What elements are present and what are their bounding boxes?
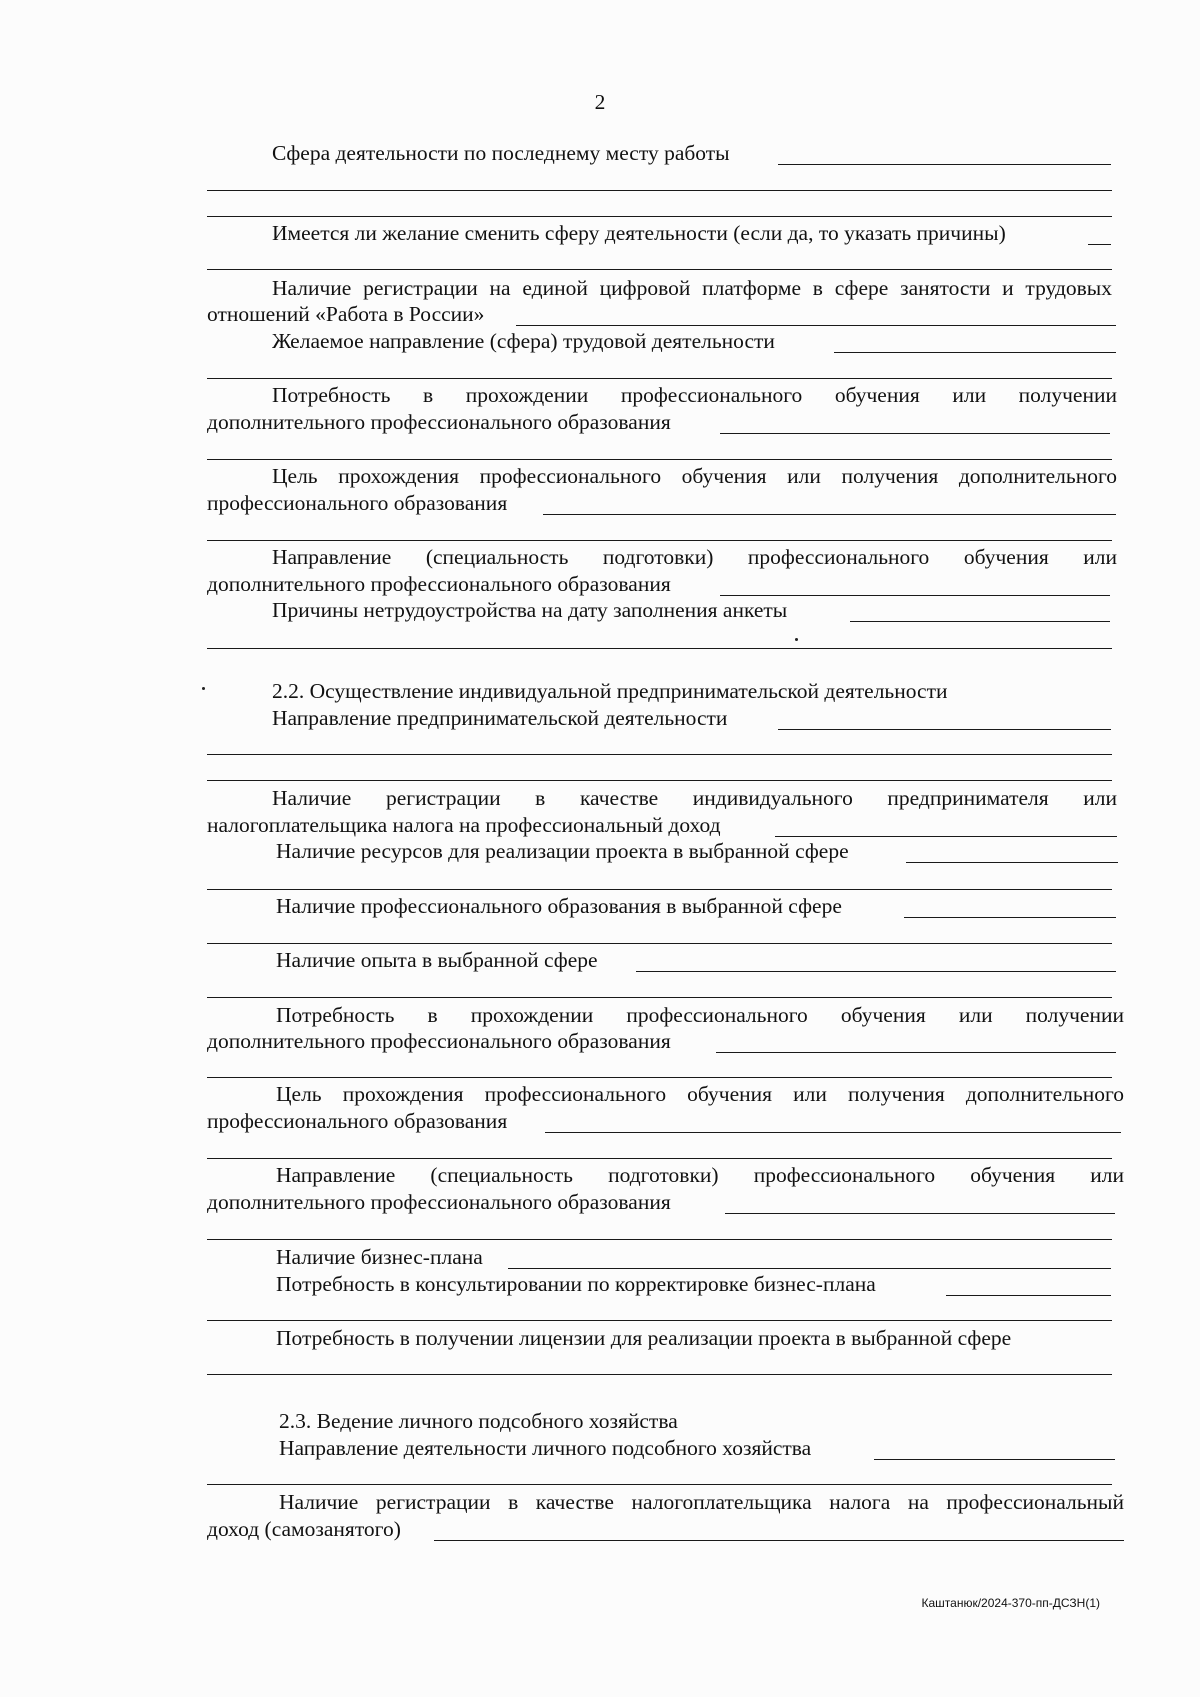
business-training-goal-label-line-2: профессионального образования bbox=[207, 1109, 508, 1133]
business-training-goal-label-line-1: Цель прохождения профессионального обучения или получения дополнительного bbox=[276, 1082, 1124, 1106]
resources-field[interactable] bbox=[906, 840, 1118, 863]
business-training-direction-field[interactable] bbox=[725, 1191, 1115, 1214]
training-direction-label-line-2: дополнительного профессионального образования bbox=[207, 572, 671, 596]
business-plan-field[interactable] bbox=[508, 1246, 1111, 1269]
registration-field[interactable] bbox=[516, 303, 1116, 326]
self-employed-label-line-1: Наличие регистрации в качестве налогоплательщика налога на профессиональный bbox=[279, 1490, 1124, 1514]
prof-education-field[interactable] bbox=[904, 895, 1116, 918]
self-employed-field[interactable] bbox=[434, 1518, 1124, 1541]
training-need-field[interactable] bbox=[720, 411, 1110, 434]
prof-education-field-line-2[interactable] bbox=[207, 943, 1112, 944]
scan-speck bbox=[202, 687, 205, 690]
business-training-direction-field-line-2[interactable] bbox=[207, 1239, 1112, 1240]
business-training-need-field-line-2[interactable] bbox=[207, 1077, 1112, 1078]
last-job-sphere-field-line-3[interactable] bbox=[207, 216, 1112, 217]
resources-label: Наличие ресурсов для реализации проекта в выбранной сфере bbox=[276, 839, 849, 863]
training-need-label-line-2: дополнительного профессионального образования bbox=[207, 410, 671, 434]
unemployment-reasons-label: Причины нетрудоустройства на дату заполнения анкеты bbox=[272, 598, 788, 622]
license-need-label: Потребность в получении лицензии для реализации проекта в выбранной сфере bbox=[276, 1326, 1012, 1350]
experience-field-line-2[interactable] bbox=[207, 997, 1112, 998]
desired-direction-field-line-2[interactable] bbox=[207, 378, 1112, 379]
section-2-3-heading: 2.3. Ведение личного подсобного хозяйства bbox=[279, 1409, 678, 1433]
training-need-field-line-2[interactable] bbox=[207, 459, 1112, 460]
ip-registration-label-line-1: Наличие регистрации в качестве индивидуального предпринимателя или bbox=[272, 786, 1117, 810]
business-training-need-label-line-1: Потребность в прохождении профессионального обучения или получении bbox=[276, 1003, 1124, 1027]
training-goal-label-line-1: Цель прохождения профессионального обучения или получения дополнительного bbox=[272, 464, 1117, 488]
business-training-goal-field[interactable] bbox=[545, 1110, 1121, 1133]
training-goal-field-line-2[interactable] bbox=[207, 540, 1112, 541]
self-employed-label-line-2: доход (самозанятого) bbox=[207, 1517, 401, 1541]
change-sphere-label: Имеется ли желание сменить сферу деятельности (если да, то указать причины) bbox=[272, 221, 1006, 245]
desired-direction-field[interactable] bbox=[834, 330, 1116, 353]
business-direction-field[interactable] bbox=[778, 707, 1111, 730]
section-2-2-heading: 2.2. Осуществление индивидуальной предпринимательской деятельности bbox=[272, 679, 948, 703]
business-plan-label: Наличие бизнес-плана bbox=[276, 1245, 483, 1269]
document-code-footer: Каштанюк/2024-370-пп-ДСЗН(1) bbox=[921, 1596, 1100, 1610]
registration-label-line-2: отношений «Работа в России» bbox=[207, 302, 485, 326]
business-direction-field-line-2[interactable] bbox=[207, 754, 1112, 755]
experience-label: Наличие опыта в выбранной сфере bbox=[276, 948, 598, 972]
unemployment-reasons-field[interactable] bbox=[850, 599, 1110, 622]
business-direction-label: Направление предпринимательской деятельности bbox=[272, 706, 728, 730]
business-training-need-label-line-2: дополнительного профессионального образования bbox=[207, 1029, 671, 1053]
resources-field-line-2[interactable] bbox=[207, 889, 1112, 890]
unemployment-reasons-field-line-2[interactable] bbox=[207, 648, 1112, 649]
business-direction-field-line-3[interactable] bbox=[207, 780, 1112, 781]
ip-registration-label-line-2: налогоплательщика налога на профессиональный доход bbox=[207, 813, 721, 837]
farm-direction-field-line-2[interactable] bbox=[207, 1484, 1112, 1485]
experience-field[interactable] bbox=[636, 949, 1116, 972]
business-training-direction-label-line-2: дополнительного профессионального образования bbox=[207, 1190, 671, 1214]
training-direction-label-line-1: Направление (специальность подготовки) профессионального обучения или bbox=[272, 545, 1117, 569]
page-number: 2 bbox=[594, 90, 606, 114]
scan-speck bbox=[795, 638, 798, 641]
change-sphere-field-line-2[interactable] bbox=[207, 269, 1112, 270]
farm-direction-field[interactable] bbox=[874, 1437, 1115, 1460]
business-plan-consulting-field[interactable] bbox=[946, 1273, 1111, 1296]
last-job-sphere-field-line-2[interactable] bbox=[207, 190, 1112, 191]
training-direction-field[interactable] bbox=[720, 573, 1110, 596]
business-plan-consulting-field-line-2[interactable] bbox=[207, 1320, 1112, 1321]
training-goal-label-line-2: профессионального образования bbox=[207, 491, 508, 515]
business-training-direction-label-line-1: Направление (специальность подготовки) профессионального обучения или bbox=[276, 1163, 1124, 1187]
last-job-sphere-field[interactable] bbox=[778, 142, 1111, 165]
registration-label-line-1: Наличие регистрации на единой цифровой платформе в сфере занятости и трудовых bbox=[272, 276, 1112, 300]
training-need-label-line-1: Потребность в прохождении профессионального обучения или получении bbox=[272, 383, 1117, 407]
business-plan-consulting-label: Потребность в консультировании по корректировке бизнес-плана bbox=[276, 1272, 876, 1296]
ip-registration-field[interactable] bbox=[775, 814, 1117, 837]
change-sphere-field[interactable] bbox=[1088, 222, 1111, 245]
last-job-sphere-label: Сфера деятельности по последнему месту работы bbox=[272, 141, 730, 165]
prof-education-label: Наличие профессионального образования в выбранной сфере bbox=[276, 894, 842, 918]
business-training-need-field[interactable] bbox=[716, 1030, 1116, 1053]
training-goal-field[interactable] bbox=[543, 492, 1116, 515]
license-need-field[interactable] bbox=[207, 1374, 1112, 1375]
business-training-goal-field-line-2[interactable] bbox=[207, 1158, 1112, 1159]
desired-direction-label: Желаемое направление (сфера) трудовой деятельности bbox=[272, 329, 775, 353]
farm-direction-label: Направление деятельности личного подсобного хозяйства bbox=[279, 1436, 812, 1460]
